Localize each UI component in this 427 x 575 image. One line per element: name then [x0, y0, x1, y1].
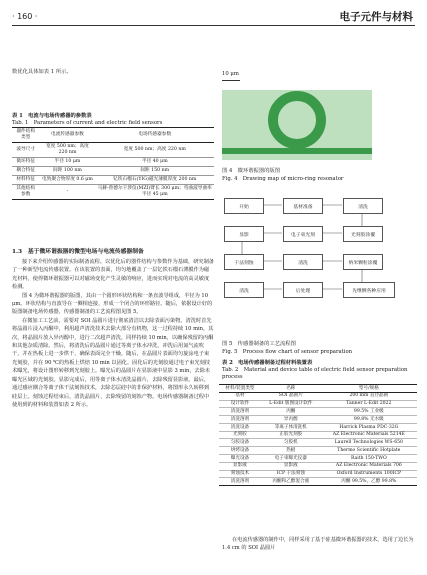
table-cell: 波导尺寸	[12, 143, 39, 158]
table-row	[219, 439, 417, 447]
paragraph: 在电流传感器的制作中，同样采用了基于硅基微环谐振器的技术，选用了边长为 1.4 cm 的 SOI 晶圆片	[222, 537, 414, 552]
table-cell: 马赫-曾德尔干涉仪(MZI)臂长 300 μm；弯曲波导曲率半径 45 μm	[95, 185, 214, 200]
table-cell: 热板	[261, 447, 321, 455]
table-cell: 匀胶设备	[219, 439, 261, 447]
table-cell: 光刻胶	[219, 431, 261, 439]
header-rule	[12, 25, 415, 26]
table2-header: 型号/规格	[321, 385, 417, 393]
fig4-caption-en: Fig. 4 Drawing map of micro-ring resonator	[222, 176, 344, 182]
table2-label: 表 2 电场传感器制备过程材料装置表	[222, 360, 313, 366]
table-row	[12, 176, 214, 185]
table-cell: 宽度 500 nm；高度 220 nm	[95, 143, 214, 158]
table-cell: 丙酮 99.5%，乙醇 99.8%	[321, 478, 417, 486]
table-row	[219, 447, 417, 455]
table-cell: 显影液	[219, 462, 261, 470]
table-cell: 其他结构参数	[12, 185, 39, 200]
table2-caption-en: Tab. 2 Material and device table of electric field sensor preparation process	[222, 367, 408, 380]
table-cell: 匀胶机	[261, 439, 321, 447]
table-cell: 电子束曝光仪器	[261, 455, 321, 463]
table-row	[219, 408, 417, 416]
flow-step: 基材准备	[283, 198, 323, 214]
scale-bar	[222, 80, 240, 81]
paragraph: 接下来介绍传感器的实际制备流程。以优化后的器件结构与参数作为基础，研究制备了一种新型电流传感装置。在该装置的表面，均匀地覆盖了一层钇铁石榴石薄膜作为磁光材料，使得微环谐振器可以对磁场变化产生灵敏的响应，进而实现对电流的高灵敏度检测。	[12, 259, 214, 291]
table-cell: -	[39, 185, 95, 200]
table-row	[12, 167, 214, 176]
table-cell: 清洗溶剂	[219, 478, 261, 486]
micro-ring-layout	[222, 90, 372, 160]
table-cell: Tanner L-Edit 2022	[321, 400, 417, 408]
flow-step: 清洗	[343, 198, 383, 214]
table-cell: 半径 40 μm	[95, 158, 214, 167]
section-title: 1.3 基于微环谐振器的微型电场与电流传感器制备	[12, 249, 144, 255]
table-row	[219, 462, 417, 470]
table-row	[219, 392, 417, 400]
flow-step: 显影	[224, 226, 264, 242]
table1-header: 电流传感器参数	[39, 128, 95, 143]
flow-step: 电子束光刻	[283, 226, 323, 242]
table-cell: AZ Electronic Materials 706	[321, 462, 417, 470]
table-row	[12, 185, 214, 200]
table-row	[219, 455, 417, 463]
table-cell: 刻蚀技术	[219, 470, 261, 478]
table2-header: 名称	[261, 385, 321, 393]
flow-step: 后处理	[283, 282, 323, 298]
table1-caption-en: Tab. 1 Parameters of current and electric field sensors	[12, 120, 163, 126]
section-body	[12, 258, 214, 409]
table-cell: SOI 晶圆片	[261, 392, 321, 400]
journal-title: 电子元件与材料	[339, 11, 413, 23]
table-cell: Raith 150-TWO	[321, 455, 417, 463]
table-cell: 基材	[219, 392, 261, 400]
table-cell: L-Edit 版图设计软件	[261, 400, 321, 408]
table1-label: 表 1 电流与电场传感器的参数表	[12, 113, 92, 119]
table1-header: 电场传感器参数	[95, 128, 214, 143]
flow-step: 光刻胶涂覆	[343, 226, 383, 242]
table-cell: 显影液	[261, 462, 321, 470]
scale-label: 10 μm	[222, 71, 239, 77]
flow-step: 纳米颗粒涂覆	[343, 254, 383, 270]
table-cell: 200 mm 直径晶圆	[321, 392, 417, 400]
table-row	[12, 143, 214, 158]
table-row	[219, 470, 417, 478]
table-cell: 曝光设备	[219, 455, 261, 463]
table-cell: 间距 100 nm	[39, 167, 95, 176]
fig4-caption-cn: 图 4 微环谐振器的版图	[222, 168, 281, 174]
process-flow-chart	[222, 193, 418, 333]
table-row	[219, 431, 417, 439]
table-cell: AZ Electronic Materials 5214E	[321, 431, 417, 439]
intro-text: 数优化具体如表 1 所示。	[12, 69, 72, 75]
table-row	[12, 158, 214, 167]
table-cell: 间距 150 nm	[95, 167, 214, 176]
table-row	[219, 416, 417, 424]
table-cell: 清洗溶剂	[219, 408, 261, 416]
paragraph: 图 4 为微环谐振器的版图，其由一个圆形环状结构和一条直波导组成，半径为 10 μm。环状结构与直波导在一侧相连接，形成一个闭合的环形路径。随后，依据设计好的版图制备电场传感器，传感器制备的工艺流程图见图 5。	[12, 292, 213, 316]
closing-paragraph	[222, 536, 417, 553]
page-number: · 160 ·	[12, 12, 38, 21]
table-cell: 99.5% 工业级	[321, 408, 417, 416]
table-cell: 异丙醇	[261, 416, 321, 424]
flow-step: 开始	[224, 198, 264, 214]
flow-step: 清洗	[224, 282, 264, 298]
table-cell: Laurell Technologies WS-650	[321, 439, 417, 447]
table2	[219, 384, 417, 486]
flow-step: 清洗	[283, 254, 323, 270]
table-cell: 烘烤设备	[219, 447, 261, 455]
table-cell: ICP 干法刻蚀	[261, 470, 321, 478]
table-cell: 耦合特征	[12, 167, 39, 176]
table-cell: 宽度 500 nm；高度 220 nm	[39, 143, 95, 158]
table-cell: 材料特征	[12, 176, 39, 185]
table1	[12, 127, 214, 200]
table-cell: 钇铁石榴石(YIG)磁光薄膜厚度 200 nm	[95, 176, 214, 185]
table-cell: 丙酮和乙醇混合液	[261, 478, 321, 486]
flow-step: 先继侧各种应用	[343, 282, 395, 298]
table2-header: 材料/装置类型	[219, 385, 261, 393]
ring-drawing	[222, 90, 372, 160]
table-cell: 丙酮	[261, 408, 321, 416]
table-row	[219, 478, 417, 486]
table-cell: Oxford Instruments 100ICP	[321, 470, 417, 478]
fig5-caption-cn: 图 5 传感器制备的工艺流程图	[222, 341, 296, 347]
fig5-caption-en: Fig. 5 Process flow chart of sensor preparation	[222, 349, 353, 355]
table-cell: 等离子体清洗机	[261, 423, 321, 431]
table-cell: 清洗设备	[219, 423, 261, 431]
table1-header: 器件结构类型	[12, 128, 39, 143]
table-cell: 半径 10 μm	[39, 158, 95, 167]
table-cell: Thermo Scientific Hotplate	[321, 447, 417, 455]
table-cell: 设计软件	[219, 400, 261, 408]
table-row	[219, 423, 417, 431]
flow-step: 干法刻蚀	[224, 254, 264, 270]
paragraph: 在微加工工艺前，需要对 SOI 晶圆片进行彻底清洁以去除表面污染物。清洗时首先将晶圆片浸入丙酮中，利用超声清洗技术去除大部分有机物，这一过程持续 10 min。其次，将晶圆片放入异丙醇中，进行二次超声清洗，同样持续 10 min，以确保残留的丙酮和其他杂质清除。然后，将清洗后的晶圆片通过等离子体水冲洗，冲洗后用氮气流吹干，并在热板上进一步烘干，确保表面完全干燥。随后，在晶圆片表面均匀旋涂电子束光刻胶，并在 90 ℃的热板上烘焙 10 min 以固化。固化后的光刻胶通过电子束光刻技术曝光，将设计图形转移到光刻胶上。曝光后的晶圆片在显影液中显影 3 min，去除未曝光区域的光刻胶。显影完成后，用等离子体水清洗晶圆片，去除残留显影液。最后，通过感应耦合等离子体干法刻蚀技术，去除芯层硅中的非保护材料，将图形永久转移到硅层上。刻蚀过程结束后，清洗晶圆片，去除残留的刻蚀产物。电场传感器制备过程中使用到的材料和装置如表 2 所示。	[12, 317, 214, 408]
table-cell: 清洗溶剂	[219, 416, 261, 424]
table-cell: 99.8% 无水级	[321, 416, 417, 424]
table-cell: 电致聚合物厚度 0.6 μm	[39, 176, 95, 185]
table-cell: 微环特征	[12, 158, 39, 167]
table-cell: 正胶光刻胶	[261, 431, 321, 439]
table-cell: Harrick Plasma PDC-32G	[321, 423, 417, 431]
table-row	[219, 400, 417, 408]
